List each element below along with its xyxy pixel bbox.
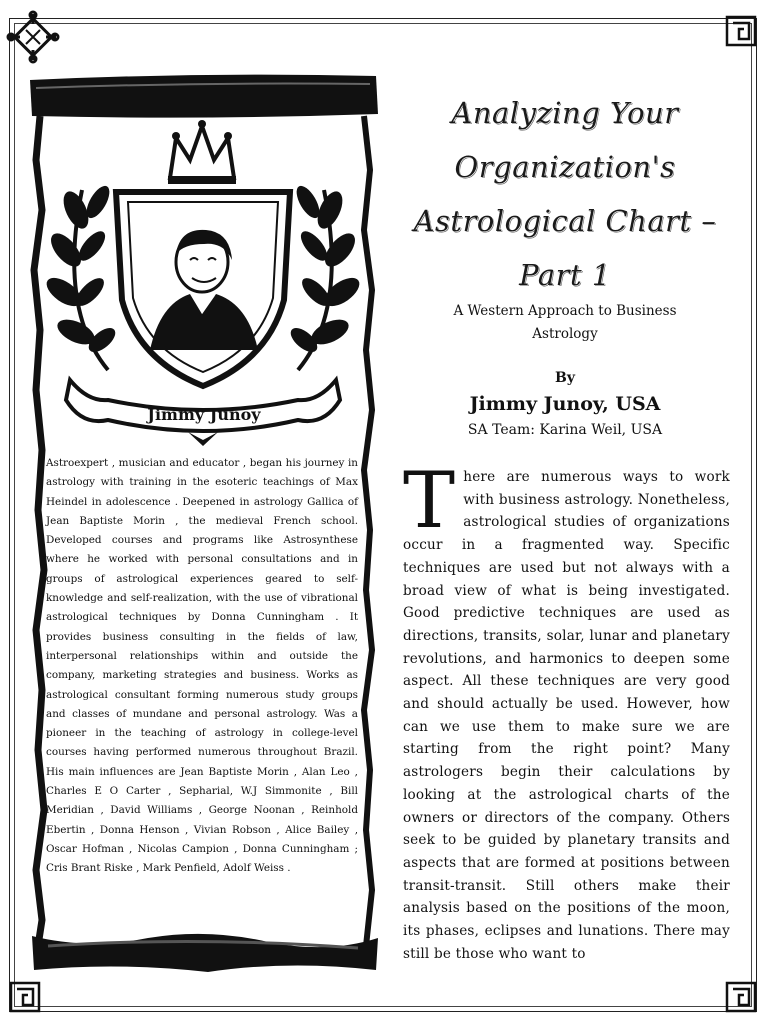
fret-corner-ornament-icon	[8, 980, 42, 1014]
title-line: Astrological Chart –	[413, 204, 717, 238]
crown-icon	[168, 120, 236, 184]
endless-knot-ornament-icon	[6, 10, 60, 64]
fret-corner-ornament-icon	[724, 14, 758, 48]
title-line: Organization's	[454, 150, 676, 184]
drop-cap: T	[403, 456, 456, 546]
banner-name-label: Jimmy Junoy	[147, 405, 261, 424]
author-name: Jimmy Junoy, USA	[469, 393, 661, 415]
title-line: Part 1	[519, 258, 611, 292]
article-title	[400, 86, 730, 302]
article-body	[403, 456, 730, 965]
team-credit: SA Team: Karina Weil, USA	[467, 422, 663, 438]
title-line: Analyzing Your	[451, 96, 679, 130]
laurel-branch-icon	[287, 182, 365, 370]
article-subtitle: A Western Approach to Business Astrology	[453, 303, 677, 342]
author-bio-text: Astroexpert , musician and educator , began his journey in astrology with training in the esoteric teachings of Max Heindel in adolescence . Deepened in astrology Gallica of Jean Baptiste Morin , the medieval French school. Developed courses and programs like Astrosynthese where he worked with personal consultations and in groups of astrological experiences geared to self-knowledge and self-realization, with the use of vibrational astrological techniques by Donna Cunningham . It provides business consulting in the fields of law, interpersonal relationships within and outside the company, marketing strategies and business. Works as astrological consultant forming numerous study groups and classes of mundane and personal astrology. Was a pioneer in the teaching of astrology in college-level courses having performed numerous throughout Brazil. His main influences are Jean Baptiste Morin , Alan Leo , Charles E O Carter , Sepharial, W.J Simmonite , Bill Meridian , David Williams , George Noonan , Reinhold Ebertin , Donna Henson , Vivian Robson , Alice Bailey , Oscar Hofman , Nicolas Campion , Donna Cunningham ; Cris Brant Riske , Mark Penfield, Adolf Weiss .	[46, 457, 358, 875]
fret-corner-ornament-icon	[724, 980, 758, 1014]
article-body-text: here are numerous ways to work with business astrology. Nonetheless, astrological studies of organizations occur in a fragmented way. Specific techniques are used but not always with a broad view of what is being investigated. Good predictive techniques are used as directions, transits, solar, lunar and planetary revolutions, and harmonics to deepen some aspect. All these techniques are very good and should actually be used. However, how can we use them to make sure we are starting from the right point? Many astrologers begin their calculations by looking at the astrological charts of the owners or directors of the company. Others seek to be guided by planetary transits and aspects that are formed at positions between transit-transit. Still others make their analysis based on the positions of the moon, its phases, eclipses and lunations. There may still be those who want to	[403, 469, 730, 962]
byline-label: By	[555, 370, 575, 386]
laurel-branch-icon	[42, 182, 120, 370]
